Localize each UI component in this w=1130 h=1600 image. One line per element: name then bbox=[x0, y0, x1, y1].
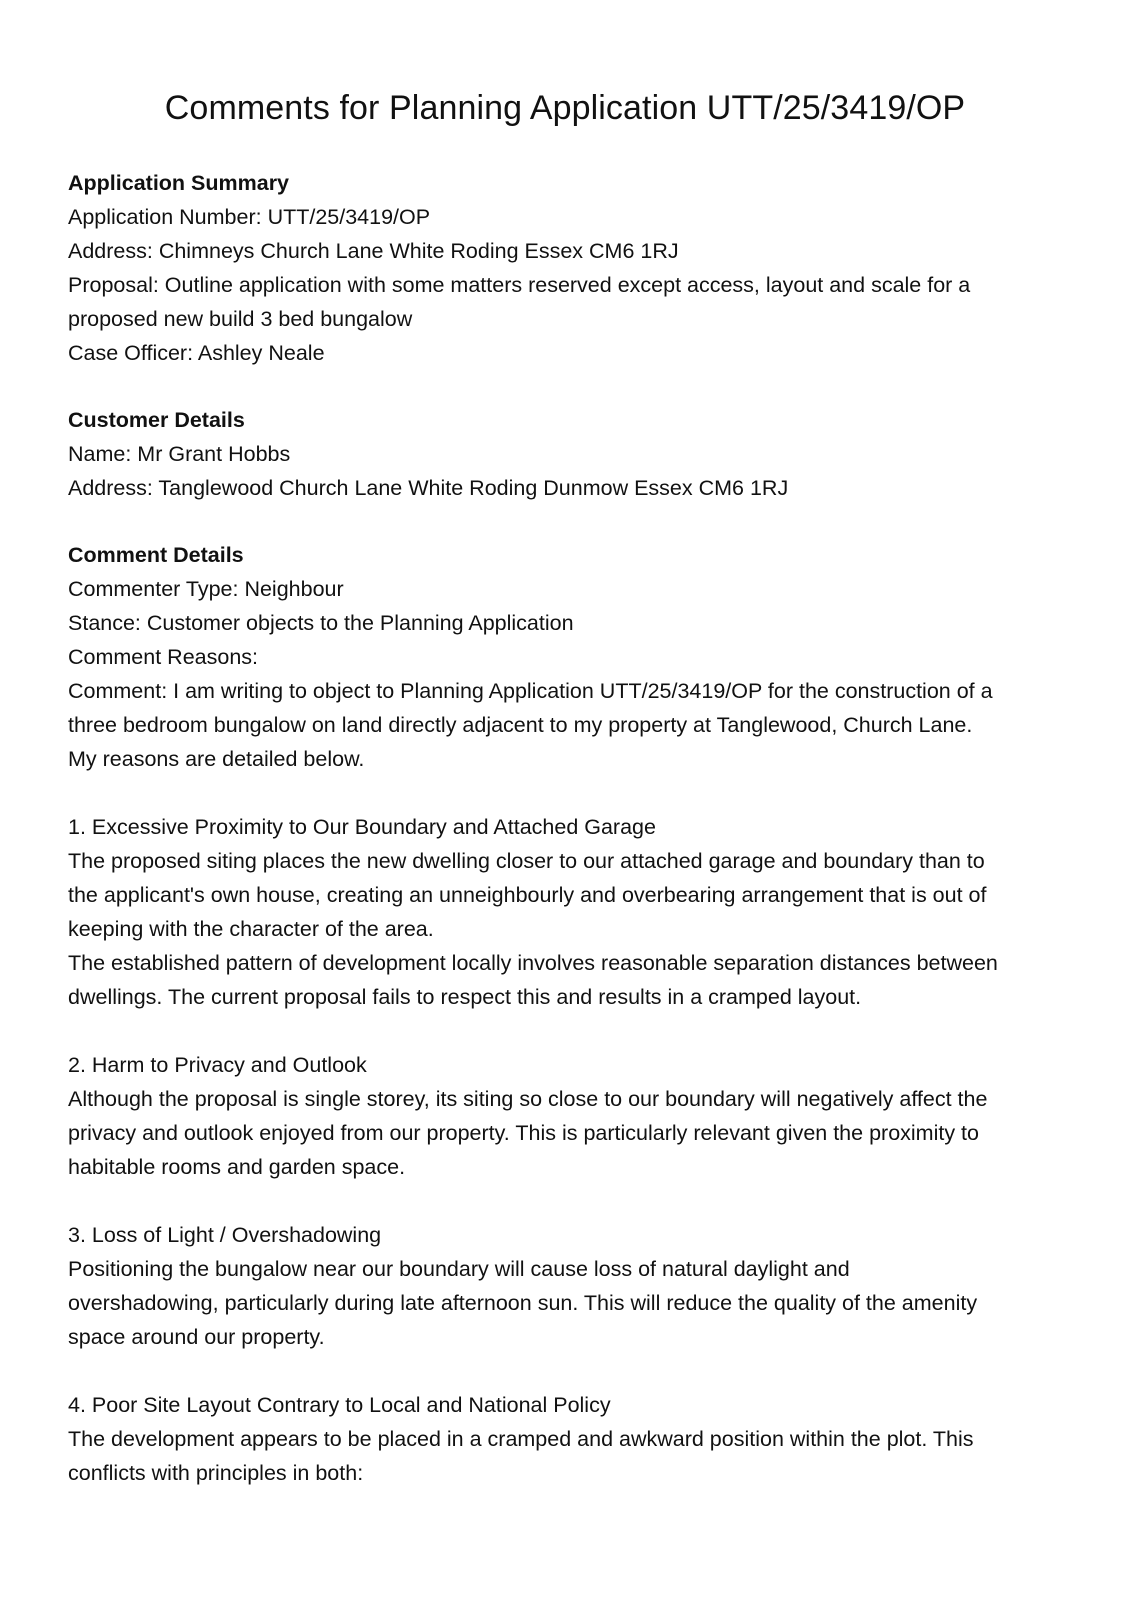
point-line: the applicant's own house, creating an unneighbourly and overbearing arrangement that is out of bbox=[68, 883, 987, 907]
point-2 bbox=[68, 1048, 1062, 1184]
comment-reasons: Comment Reasons: bbox=[68, 645, 258, 669]
application-summary-section bbox=[68, 166, 1062, 370]
customer-details-section bbox=[68, 403, 1062, 505]
point-line: habitable rooms and garden space. bbox=[68, 1155, 406, 1179]
point-heading: 1. Excessive Proximity to Our Boundary and Attached Garage bbox=[68, 815, 656, 839]
comment-details-heading: Comment Details bbox=[68, 543, 244, 567]
point-4 bbox=[68, 1388, 1062, 1490]
customer-address: Address: Tanglewood Church Lane White Roding Dunmow Essex CM6 1RJ bbox=[68, 476, 789, 500]
point-line: Positioning the bungalow near our boundary will cause loss of natural daylight and bbox=[68, 1257, 850, 1281]
point-line: overshadowing, particularly during late afternoon sun. This will reduce the quality of the amenity bbox=[68, 1291, 978, 1315]
page-title: Comments for Planning Application UTT/25/3419/OP bbox=[164, 89, 966, 127]
point-3 bbox=[68, 1218, 1062, 1354]
comment-intro-line: three bedroom bungalow on land directly adjacent to my property at Tanglewood, Church Lane. bbox=[68, 713, 973, 737]
point-line: keeping with the character of the area. bbox=[68, 917, 434, 941]
point-heading: 2. Harm to Privacy and Outlook bbox=[68, 1053, 367, 1077]
commenter-type: Commenter Type: Neighbour bbox=[68, 577, 344, 601]
point-heading: 3. Loss of Light / Overshadowing bbox=[68, 1223, 382, 1247]
point-line: The proposed siting places the new dwelling closer to our attached garage and boundary than to bbox=[68, 849, 985, 873]
application-number: Application Number: UTT/25/3419/OP bbox=[68, 205, 431, 229]
point-1 bbox=[68, 810, 1062, 1014]
point-line: privacy and outlook enjoyed from our property. This is particularly relevant given the proximity to bbox=[68, 1121, 979, 1145]
comment-intro-line: Comment: I am writing to object to Planning Application UTT/25/3419/OP for the construction of a bbox=[68, 679, 993, 703]
application-address: Address: Chimneys Church Lane White Roding Essex CM6 1RJ bbox=[68, 239, 679, 263]
customer-details-heading: Customer Details bbox=[68, 408, 245, 432]
stance: Stance: Customer objects to the Planning Application bbox=[68, 611, 574, 635]
point-line: dwellings. The current proposal fails to respect this and results in a cramped layout. bbox=[68, 985, 862, 1009]
proposal-line-1: Proposal: Outline application with some matters reserved except access, layout and scale for a bbox=[68, 273, 971, 297]
point-line: The established pattern of development locally involves reasonable separation distances between bbox=[68, 951, 998, 975]
point-heading: 4. Poor Site Layout Contrary to Local and National Policy bbox=[68, 1393, 611, 1417]
case-officer: Case Officer: Ashley Neale bbox=[68, 341, 325, 365]
point-line: Although the proposal is single storey, its siting so close to our boundary will negatively affect the bbox=[68, 1087, 988, 1111]
comment-details-section bbox=[68, 538, 1062, 1490]
point-line: space around our property. bbox=[68, 1325, 325, 1349]
customer-name: Name: Mr Grant Hobbs bbox=[68, 442, 291, 466]
point-line: The development appears to be placed in a cramped and awkward position within the plot. This bbox=[68, 1427, 974, 1451]
application-summary-heading: Application Summary bbox=[68, 171, 290, 195]
point-line: conflicts with principles in both: bbox=[68, 1461, 364, 1485]
comment-intro-line: My reasons are detailed below. bbox=[68, 747, 365, 771]
proposal-line-2: proposed new build 3 bed bungalow bbox=[68, 307, 413, 331]
